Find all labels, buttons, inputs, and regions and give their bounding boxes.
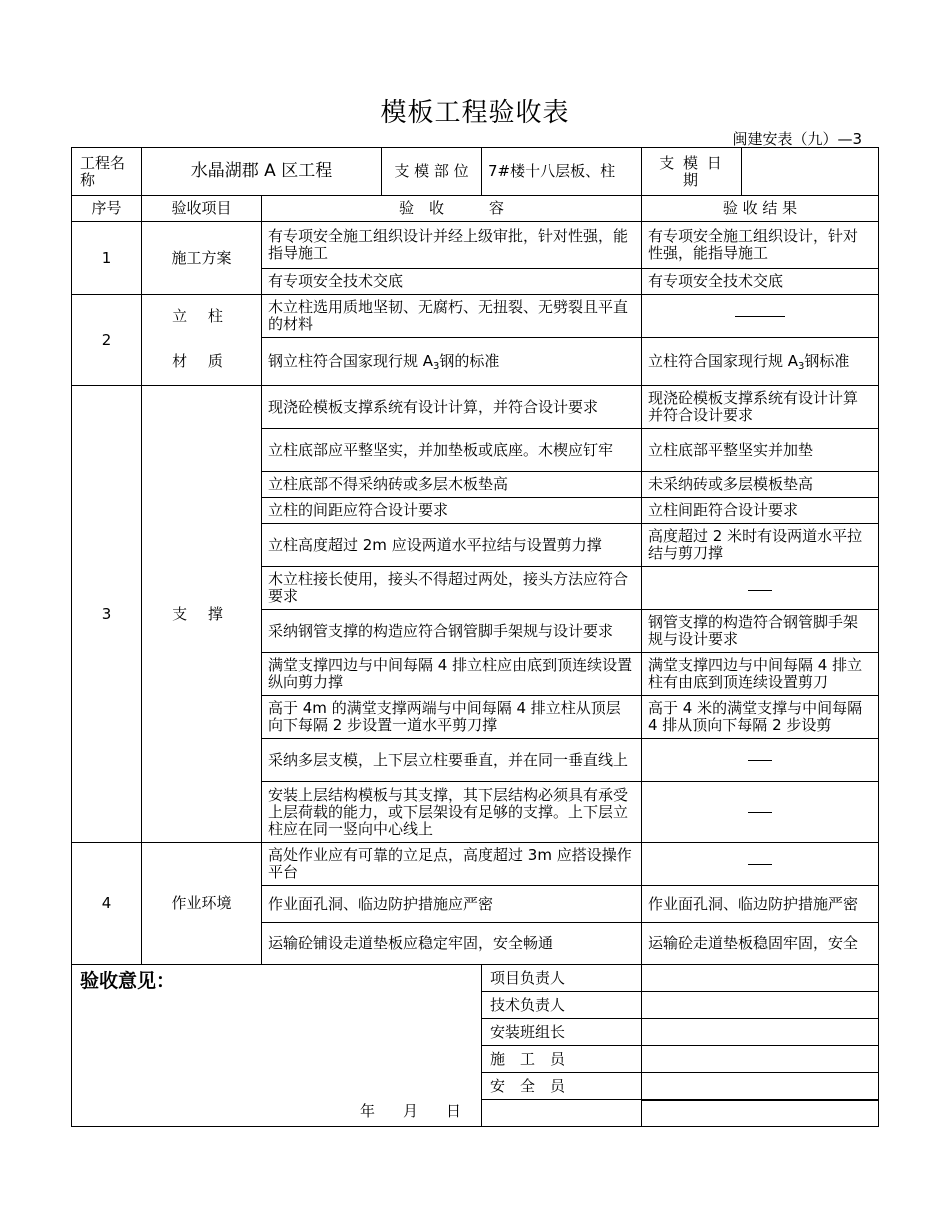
signer-row [72, 965, 879, 992]
signer-value[interactable] [642, 1019, 879, 1046]
column-header-row [72, 196, 879, 222]
row-result: 立柱底部平整坚实并加垫 [642, 429, 879, 472]
row-result: 运输砼走道垫板稳固牢固，安全 [642, 923, 879, 965]
row-content: 立柱的间距应符合设计要求 [262, 498, 642, 524]
row-result [642, 782, 879, 843]
section-item: 作业环境 [142, 843, 262, 965]
section-no: 4 [72, 843, 142, 965]
signer-label: 安 全 员 [482, 1073, 642, 1100]
row-content: 有专项安全施工组织设计并经上级审批，针对性强，能指导施工 [262, 222, 642, 269]
col-result: 验 收 结 果 [642, 196, 879, 222]
row-result: 高度超过 2 米时有设两道水平拉结与剪刀撑 [642, 524, 879, 567]
formwork-part-label: 支 模 部 位 [382, 148, 482, 196]
section-no: 3 [72, 386, 142, 843]
signer-label: 施 工 员 [482, 1046, 642, 1073]
project-name-value: 水晶湖郡 A 区工程 [142, 148, 382, 196]
formwork-date-value[interactable] [742, 148, 879, 196]
row-content: 满堂支撑四边与中间每隔 4 排立柱应由底到顶连续设置纵向剪力撑 [262, 653, 642, 696]
signer-value[interactable] [642, 992, 879, 1019]
row-content: 安装上层结构模板与其支撑，其下层结构必须具有承受上层荷载的能力，或下层架设有足够的支撑。上下层立柱应在同一竖向中心线上 [262, 782, 642, 843]
row-content: 立柱底部应平整坚实，并加垫板或底座。木楔应钉牢 [262, 429, 642, 472]
formwork-date-label: 支 模 日 期 [642, 148, 742, 196]
table-row [72, 295, 879, 338]
signer-label: 项目负责人 [482, 965, 642, 992]
row-result: 未采纳砖或多层模板垫高 [642, 472, 879, 498]
table-row [72, 386, 879, 429]
col-no: 序号 [72, 196, 142, 222]
dash-mark [748, 864, 772, 865]
table-row [72, 338, 879, 386]
dash-mark [748, 590, 772, 591]
signer-label [482, 1100, 642, 1127]
signer-value[interactable] [642, 1100, 879, 1127]
section-item: 支 撑 [142, 386, 262, 843]
row-result: 现浇砼模板支撑系统有设计计算并符合设计要求 [642, 386, 879, 429]
signer-value[interactable] [642, 965, 879, 992]
row-content: 立柱高度超过 2m 应设两道水平拉结与设置剪力撑 [262, 524, 642, 567]
row-content: 作业面孔洞、临边防护措施应严密 [262, 886, 642, 923]
row-content: 钢立柱符合国家现行规 $A_3$钢的标准 [262, 338, 642, 386]
formwork-part-value: 7#楼十八层板、柱 [482, 148, 642, 196]
row-result: 作业面孔洞、临边防护措施严密 [642, 886, 879, 923]
row-content: 采纳多层支模，上下层立柱要垂直，并在同一垂直线上 [262, 739, 642, 782]
project-name-label: 工程名称 [72, 148, 142, 196]
row-result [642, 567, 879, 610]
form-code: 闽建安表（九）—3 [732, 130, 862, 148]
row-content: 高处作业应有可靠的立足点，高度超过 3m 应搭设操作平台 [262, 843, 642, 886]
section-item-bottom: 材 质 [142, 338, 262, 386]
row-result [642, 739, 879, 782]
row-result: 有专项安全技术交底 [642, 269, 879, 295]
row-content: 木立柱选用质地坚韧、无腐朽、无扭裂、无劈裂且平直的材料 [262, 295, 642, 338]
opinion-label: 验收意见： [80, 970, 176, 992]
page-title: 模板工程验收表 [380, 98, 570, 128]
row-content: 采纳钢管支撑的构造应符合钢管脚手架规与设计要求 [262, 610, 642, 653]
dash-mark [735, 316, 785, 317]
row-result: 满堂支撑四边与中间每隔 4 排立柱有由底到顶连续设置剪刀 [642, 653, 879, 696]
section-no: 1 [72, 222, 142, 295]
opinion-date: 年 月 日 [359, 1102, 463, 1120]
table-row [72, 222, 879, 269]
opinion-area[interactable] [72, 965, 482, 1127]
col-content: 验 收 容 [262, 196, 642, 222]
table-row [72, 843, 879, 886]
row-result: 钢管支撑的构造符合钢管脚手架规与设计要求 [642, 610, 879, 653]
acceptance-table [71, 147, 879, 1127]
row-result: 立柱间距符合设计要求 [642, 498, 879, 524]
signer-label: 技术负责人 [482, 992, 642, 1019]
section-item-top: 立 柱 [142, 295, 262, 338]
row-result [642, 295, 879, 338]
row-content: 有专项安全技术交底 [262, 269, 642, 295]
row-content: 立柱底部不得采纳砖或多层木板垫高 [262, 472, 642, 498]
signer-value[interactable] [642, 1046, 879, 1073]
row-content: 运输砼铺设走道垫板应稳定牢固，安全畅通 [262, 923, 642, 965]
row-result: 有专项安全施工组织设计，针对性强，能指导施工 [642, 222, 879, 269]
section-item: 施工方案 [142, 222, 262, 295]
row-content: 现浇砼模板支撑系统有设计计算，并符合设计要求 [262, 386, 642, 429]
row-content: 木立柱接长使用，接头不得超过两处，接头方法应符合要求 [262, 567, 642, 610]
row-result: 立柱符合国家现行规 $A_3$钢标准 [642, 338, 879, 386]
row-result: 高于 4 米的满堂支撑与中间每隔 4 排从顶向下每隔 2 步设剪 [642, 696, 879, 739]
row-content: 高于 4m 的满堂支撑两端与中间每隔 4 排立柱从顶层向下每隔 2 步设置一道水平剪刀撑 [262, 696, 642, 739]
col-item: 验收项目 [142, 196, 262, 222]
row-result [642, 843, 879, 886]
signer-value[interactable] [642, 1073, 879, 1100]
signer-label: 安装班组长 [482, 1019, 642, 1046]
dash-mark [748, 760, 772, 761]
header-row [72, 148, 879, 196]
dash-mark [748, 812, 772, 813]
section-no: 2 [72, 295, 142, 386]
